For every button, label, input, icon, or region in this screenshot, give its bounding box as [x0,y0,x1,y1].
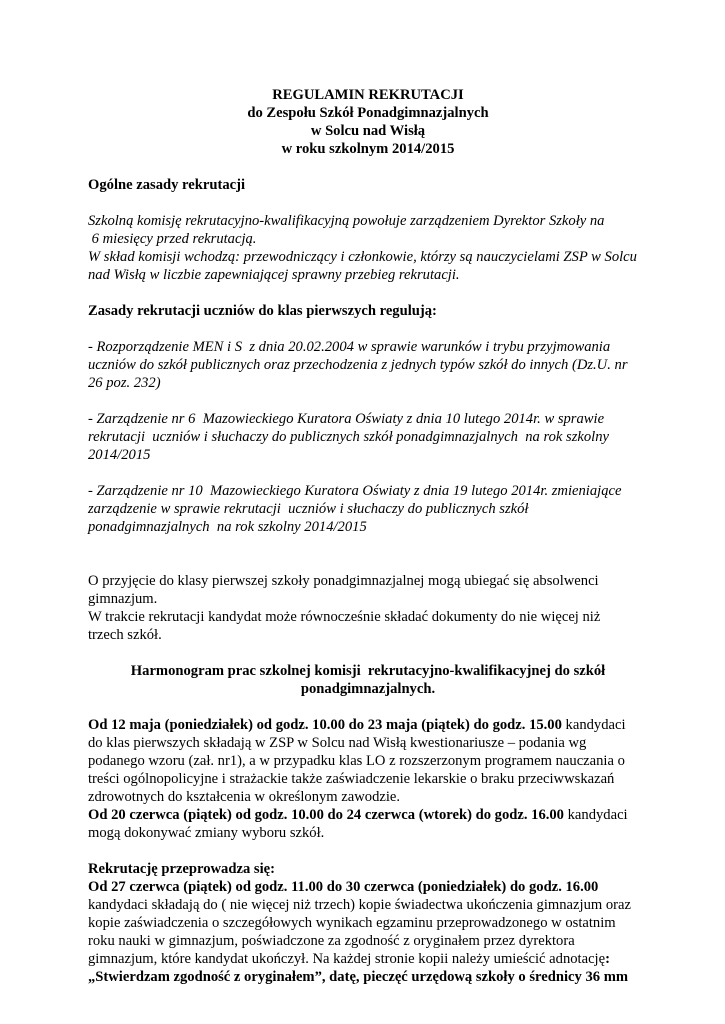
text-line [88,950,648,968]
regulation-item-1 [88,338,648,392]
text-line: kandydaci składają do ( nie więcej niż trzech) kopie świadectwa ukończenia gimnazjum oraz [88,897,631,913]
title-line-4: w roku szkolnym 2014/2015 [281,141,455,157]
text-line [88,716,648,734]
text-line: mogą dokonywać zmiany wyboru szkół. [88,825,325,841]
text-line: ponadgimnazjalnych na rok szkolny 2014/2015 [88,519,367,535]
schedule-item-changes [88,806,648,842]
text-line: uczniów do szkół publicznych oraz przechodzenia z jednych typów szkół do innych (Dz.U. nr [88,357,628,373]
title-line-3: w Solcu nad Wisłą [310,123,426,139]
text-line: - Rozporządzenie MEN i S z dnia 20.02.2004 w sprawie warunków i trybu przyjmowania [88,339,611,355]
text-line [88,806,648,824]
text-run: kandydaci [563,807,628,823]
text-line: O przyjęcie do klasy pierwszej szkoły ponadgimnazjalnej mogą ubiegać się absolwenci [88,573,599,589]
text-line: zdrowotnych do kształcenia w określonym zawodzie. [88,789,401,805]
general-rules-heading: Ogólne zasady rekrutacji [88,177,246,193]
eligibility-paragraph [88,572,648,644]
recruitment-heading: Rekrutację przeprowadza się: [88,861,275,877]
certification-note: „Stwierdzam zgodność z oryginałem”, datę, pieczęć urzędową szkoły o średnicy 36 mm [88,969,629,985]
regulation-item-2 [88,410,648,464]
regulations-heading: Zasady rekrutacji uczniów do klas pierwszych regulują: [88,303,437,319]
title-line-2: do Zespołu Szkół Ponadgimnazjalnych [247,105,489,121]
text-line: gimnazjum. [88,591,158,607]
date-range: Od 27 czerwca (piątek) od godz. 11.00 do 30 czerwca (poniedziałek) do godz. 16.00 [88,879,599,895]
text-line: 26 poz. 232) [88,375,161,391]
text-line: Harmonogram prac szkolnej komisji rekrutacyjno-kwalifikacyjnej do szkół [130,663,606,679]
date-range: Od 20 czerwca (piątek) od godz. 10.00 do 24 czerwca (wtorek) do godz. 16.00 [88,807,564,823]
recruitment-section [88,860,648,986]
text-line: kopie zaświadczenia o szczegółowych wynikach egzaminu przeprowadzonego w ostatnim [88,915,616,931]
text-line: treści ogólnopolicyjne i strażackie także zaświadczenie lekarskie o braku przeciwwskazań [88,771,615,787]
text-line: rekrutacji uczniów i słuchaczy do publicznych szkół ponadgimnazjalnych na rok szkolny [88,429,609,445]
text-line: - Zarządzenie nr 10 Mazowieckiego Kuratora Oświaty z dnia 19 lutego 2014r. zmieniające [88,483,622,499]
text-line: 2014/2015 [88,447,151,463]
schedule-item-applications [88,716,648,806]
text-line: 6 miesięcy przed rekrutacją. [88,231,257,247]
schedule-heading [88,662,648,698]
text-line: podanego wzoru (zał. nr1), a w przypadku klas LO z rozszerzonym programem nauczania o [88,753,625,769]
document-title [88,86,648,158]
text-line: W trakcie rekrutacji kandydat może równocześnie składać dokumenty do nie więcej niż [88,609,601,625]
commission-paragraph [88,212,648,284]
title-line-1: REGULAMIN REKRUTACJI [272,87,464,103]
text-line: trzech szkół. [88,627,162,643]
date-range: Od 12 maja (poniedziałek) od godz. 10.00 do 23 maja (piątek) do godz. 15.00 [88,717,562,733]
text-run: kandydaci [561,717,626,733]
text-line: roku nauki w gimnazjum, poświadczone za zgodność z oryginałem przez dyrektora [88,933,575,949]
text-line: ponadgimnazjalnych. [300,681,436,697]
regulation-item-3 [88,482,648,536]
text-line: W skład komisji wchodzą: przewodniczący i członkowie, którzy są nauczycielami ZSP w Solcu [88,249,637,265]
document-content [88,86,648,986]
text-line: zarządzenie w sprawie rekrutacji uczniów i słuchaczy do publicznych szkół [88,501,529,517]
text-run: : [605,951,610,967]
text-line: Szkolną komisję rekrutacyjno-kwalifikacyjną powołuje zarządzeniem Dyrektor Szkoły na [88,213,605,229]
text-run: gimnazjum, które kandydat ukończył. Na każdej stronie kopii należy umieścić adnotację [88,951,606,967]
text-line: - Zarządzenie nr 6 Mazowieckiego Kuratora Oświaty z dnia 10 lutego 2014r. w sprawie [88,411,605,427]
text-line: do klas pierwszych składają w ZSP w Solcu nad Wisłą kwestionariusze – podania wg [88,735,587,751]
text-line: nad Wisłą w liczbie zapewniającej sprawny przebieg rekrutacji. [88,267,460,283]
